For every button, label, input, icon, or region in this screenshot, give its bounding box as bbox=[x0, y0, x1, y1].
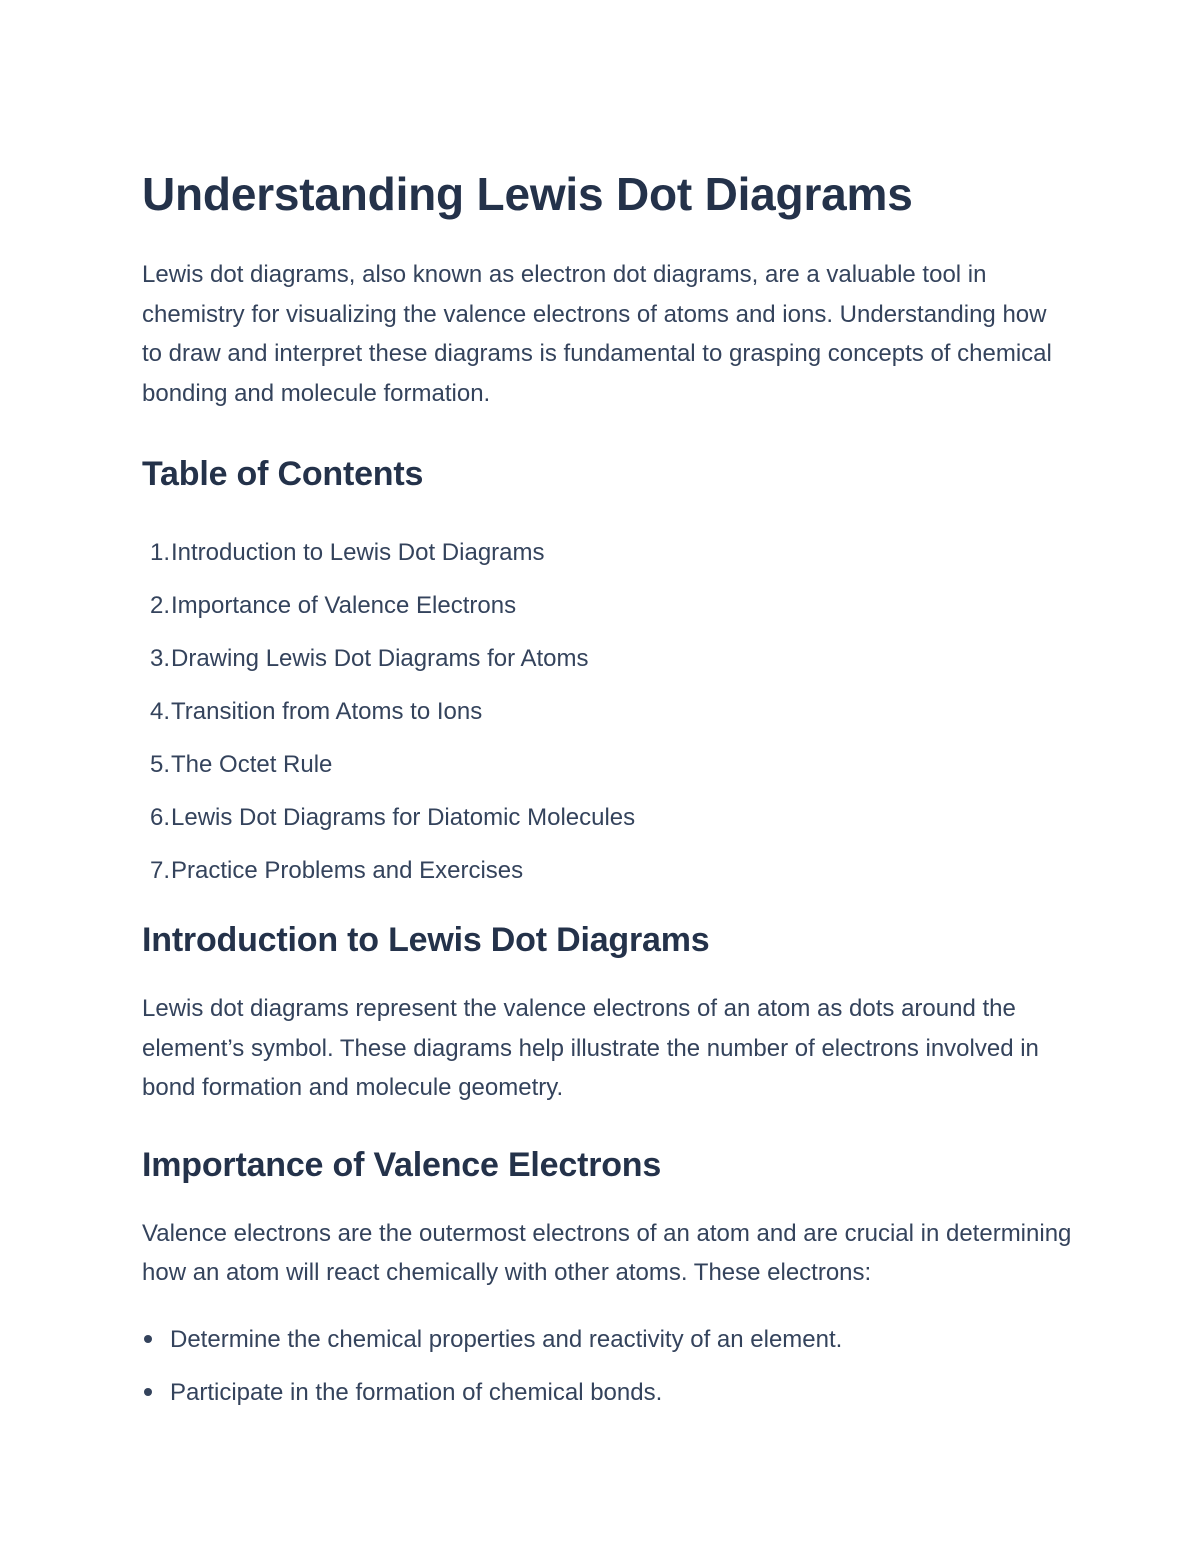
bullet-icon bbox=[144, 1388, 152, 1396]
section-paragraph-introduction: Lewis dot diagrams represent the valence electrons of an atom as dots around the element’s symbol. These diagrams help illustrate the number of electrons involved in bond formation and molecule geometry. bbox=[142, 995, 1039, 1101]
toc-item-importance[interactable] bbox=[142, 579, 1072, 632]
toc-item-number: 5. bbox=[149, 751, 170, 778]
toc-item-label: The Octet Rule bbox=[171, 751, 333, 778]
toc-item-label: Practice Problems and Exercises bbox=[171, 857, 524, 884]
list-item bbox=[142, 1313, 1072, 1366]
list-item-text: Participate in the formation of chemical bonds. bbox=[170, 1378, 663, 1406]
toc-item-label: Transition from Atoms to Ions bbox=[171, 698, 483, 725]
toc-item-octet-rule[interactable] bbox=[142, 738, 1072, 791]
page-title: Understanding Lewis Dot Diagrams bbox=[142, 168, 913, 220]
document-page bbox=[142, 165, 1072, 1419]
bullet-icon bbox=[144, 1335, 152, 1343]
toc-item-number: 3. bbox=[149, 645, 170, 672]
toc-item-drawing[interactable] bbox=[142, 632, 1072, 685]
toc-item-label: Drawing Lewis Dot Diagrams for Atoms bbox=[171, 645, 589, 672]
section-heading-valence-electrons: Importance of Valence Electrons bbox=[142, 1145, 662, 1184]
section-paragraph-valence-electrons: Valence electrons are the outermost electrons of an atom and are crucial in determining how an atom will react chemically with other atoms. These electrons: bbox=[142, 1219, 1072, 1286]
toc-item-diatomic[interactable] bbox=[142, 791, 1072, 844]
toc-item-number: 1. bbox=[149, 539, 170, 566]
toc-item-practice[interactable] bbox=[142, 844, 1072, 897]
valence-electrons-list bbox=[142, 1313, 1072, 1419]
toc-item-number: 4. bbox=[149, 698, 170, 725]
section-heading-introduction: Introduction to Lewis Dot Diagrams bbox=[142, 921, 710, 959]
list-item bbox=[142, 1366, 1072, 1419]
toc-item-number: 2. bbox=[149, 592, 170, 619]
toc-item-label: Lewis Dot Diagrams for Diatomic Molecules bbox=[171, 804, 636, 831]
toc-item-number: 6. bbox=[149, 804, 170, 831]
table-of-contents bbox=[142, 526, 1072, 897]
toc-item-number: 7. bbox=[149, 857, 170, 884]
list-item-text: Determine the chemical properties and reactivity of an element. bbox=[170, 1325, 843, 1353]
toc-item-introduction[interactable] bbox=[142, 526, 1072, 579]
toc-item-transition[interactable] bbox=[142, 685, 1072, 738]
toc-heading: Table of Contents bbox=[142, 455, 424, 493]
toc-item-label: Introduction to Lewis Dot Diagrams bbox=[171, 539, 545, 566]
toc-item-label: Importance of Valence Electrons bbox=[171, 592, 517, 619]
intro-paragraph: Lewis dot diagrams, also known as electron dot diagrams, are a valuable tool in chemistry for visualizing the valence electrons of atoms and ions. Understanding how to draw and interpret these diagrams is fundamental to grasping concepts of chemical bonding and molecule formation. bbox=[142, 261, 1052, 407]
